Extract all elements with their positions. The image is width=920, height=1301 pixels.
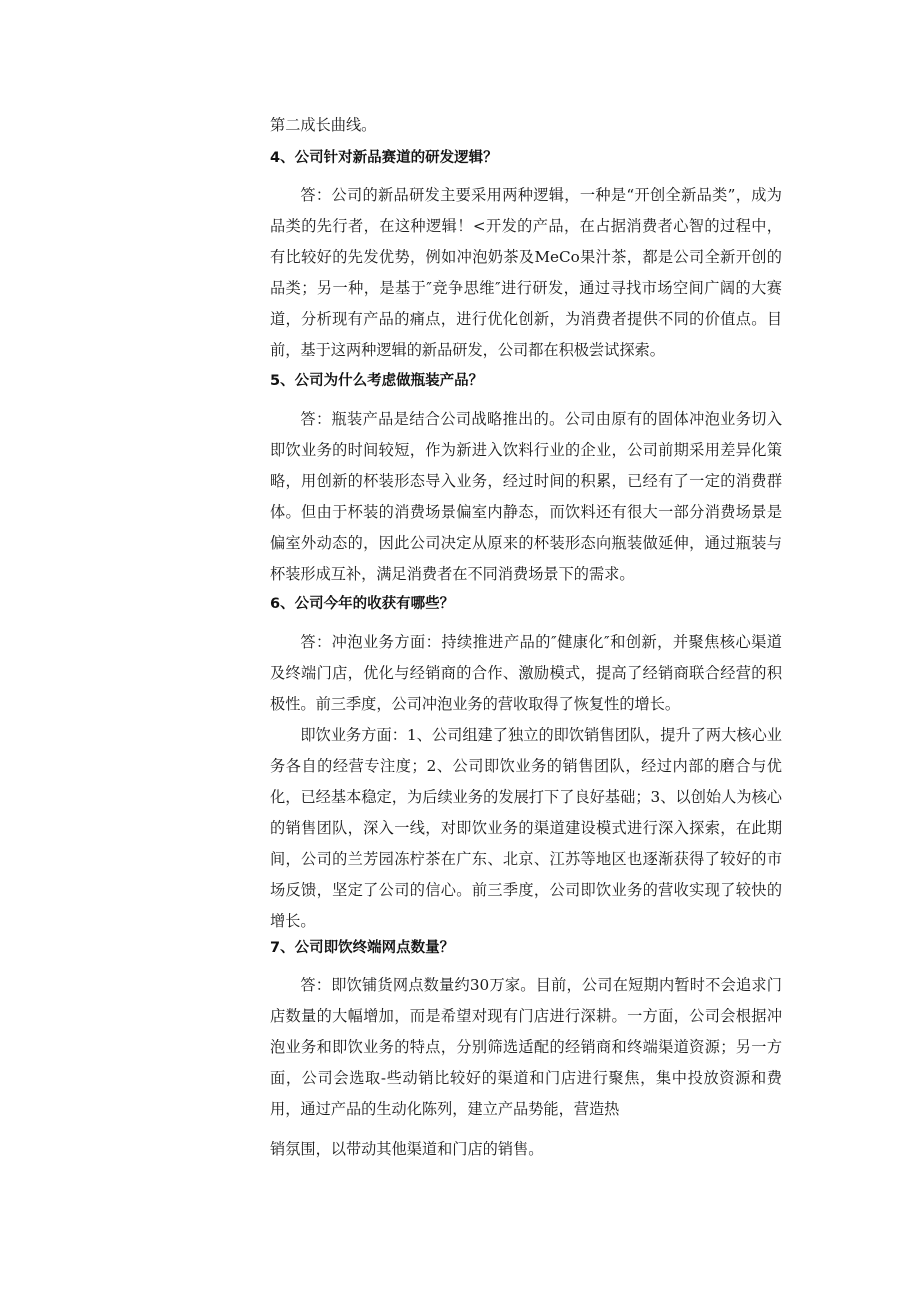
answer-5-paragraph: 答：瓶装产品是结合公司战略推出的。公司由原有的固体冲泡业务切入即饮业务的时间较短，作为新进入饮料行业的企业，公司前期采用差异化策略，用创新的杯装形态导入业务，经过时间的积累，已经有了一定的消费群体。但由于杯装的消费场景偏室内静态，而饮料还有很大一部分消费场景是偏室外动态的，因此公司决定从原来的杯装形态向瓶装做延伸，通过瓶装与杯装形成互补，满足消费者在不同消费场景下的需求。 xyxy=(270,410,782,583)
closing-block xyxy=(270,1134,782,1165)
answer-6-paragraph-1: 答：冲泡业务方面：持续推进产品的″健康化″和创新，并聚焦核心渠道及终端门店，优化与经销商的合作、激励模式，提高了经销商联合经营的积极性。前三季度，公司冲泡业务的营收取得了恢复性的增长。 xyxy=(270,633,782,713)
intro-line: 第二成长曲线。 xyxy=(270,116,377,134)
answer-6-paragraph-2: 即饮业务方面：1、公司组建了独立的即饮销售团队，提升了两大核心业务各自的经营专注度；2、公司即饮业务的销售团队，经过内部的磨合与优化，已经基本稳定，为后续业务的发展打下了良好基础；3、以创始人为核心的销售团队，深入一线，对即饮业务的渠道建设模式进行深入探索，在此期间，公司的兰芳园冻柠茶在广东、北京、江苏等地区也逐渐获得了较好的市场反馈，坚定了公司的信心。前三季度，公司即饮业务的营收实现了较快的增长。 xyxy=(270,726,782,930)
answer-7-block xyxy=(270,970,782,1125)
question-6-heading: 6、公司今年的收获有哪些？ xyxy=(270,596,455,612)
answer-4-block xyxy=(270,180,782,366)
answer-7-paragraph: 答：即饮铺货网点数量约30万家。目前，公司在短期内暂时不会追求门店数量的大幅增加，而是希望对现有门店进行深耕。一方面，公司会根据冲泡业务和即饮业务的特点，分别筛选适配的经销商和终端渠道资源；另一方面，公司会选取-些动销比较好的渠道和门店进行聚焦，集中投放资源和费用，通过产品的生动化陈列，建立产品势能，营造热 xyxy=(270,976,782,1118)
question-7-heading: 7、公司即饮终端网点数量？ xyxy=(270,940,455,956)
answer-6-block xyxy=(270,627,782,937)
question-4-heading: 4、公司针对新品赛道的研发逻辑？ xyxy=(270,150,498,166)
closing-line: 销氛围，以带动其他渠道和门店的销售。 xyxy=(270,1140,544,1158)
answer-5-block xyxy=(270,404,782,590)
answer-4-paragraph: 答：公司的新品研发主要采用两种逻辑，一种是“开创全新品类”，成为品类的先行者，在这种逻辑！<开发的产品，在占据消费者心智的过程中，有比较好的先发优势，例如冲泡奶茶及MeCo果汁茶，都是公司全新开创的品类；另一种，是基于″竞争思维″进行研发，通过寻找市场空间广阔的大赛道，分析现有产品的痛点，进行优化创新，为消费者提供不同的价值点。目前，基于这两种逻辑的新品研发，公司都在积极尝试探索。 xyxy=(270,186,782,359)
intro-block xyxy=(270,110,782,141)
question-5-heading: 5、公司为什么考虑做瓶装产品？ xyxy=(270,373,484,389)
